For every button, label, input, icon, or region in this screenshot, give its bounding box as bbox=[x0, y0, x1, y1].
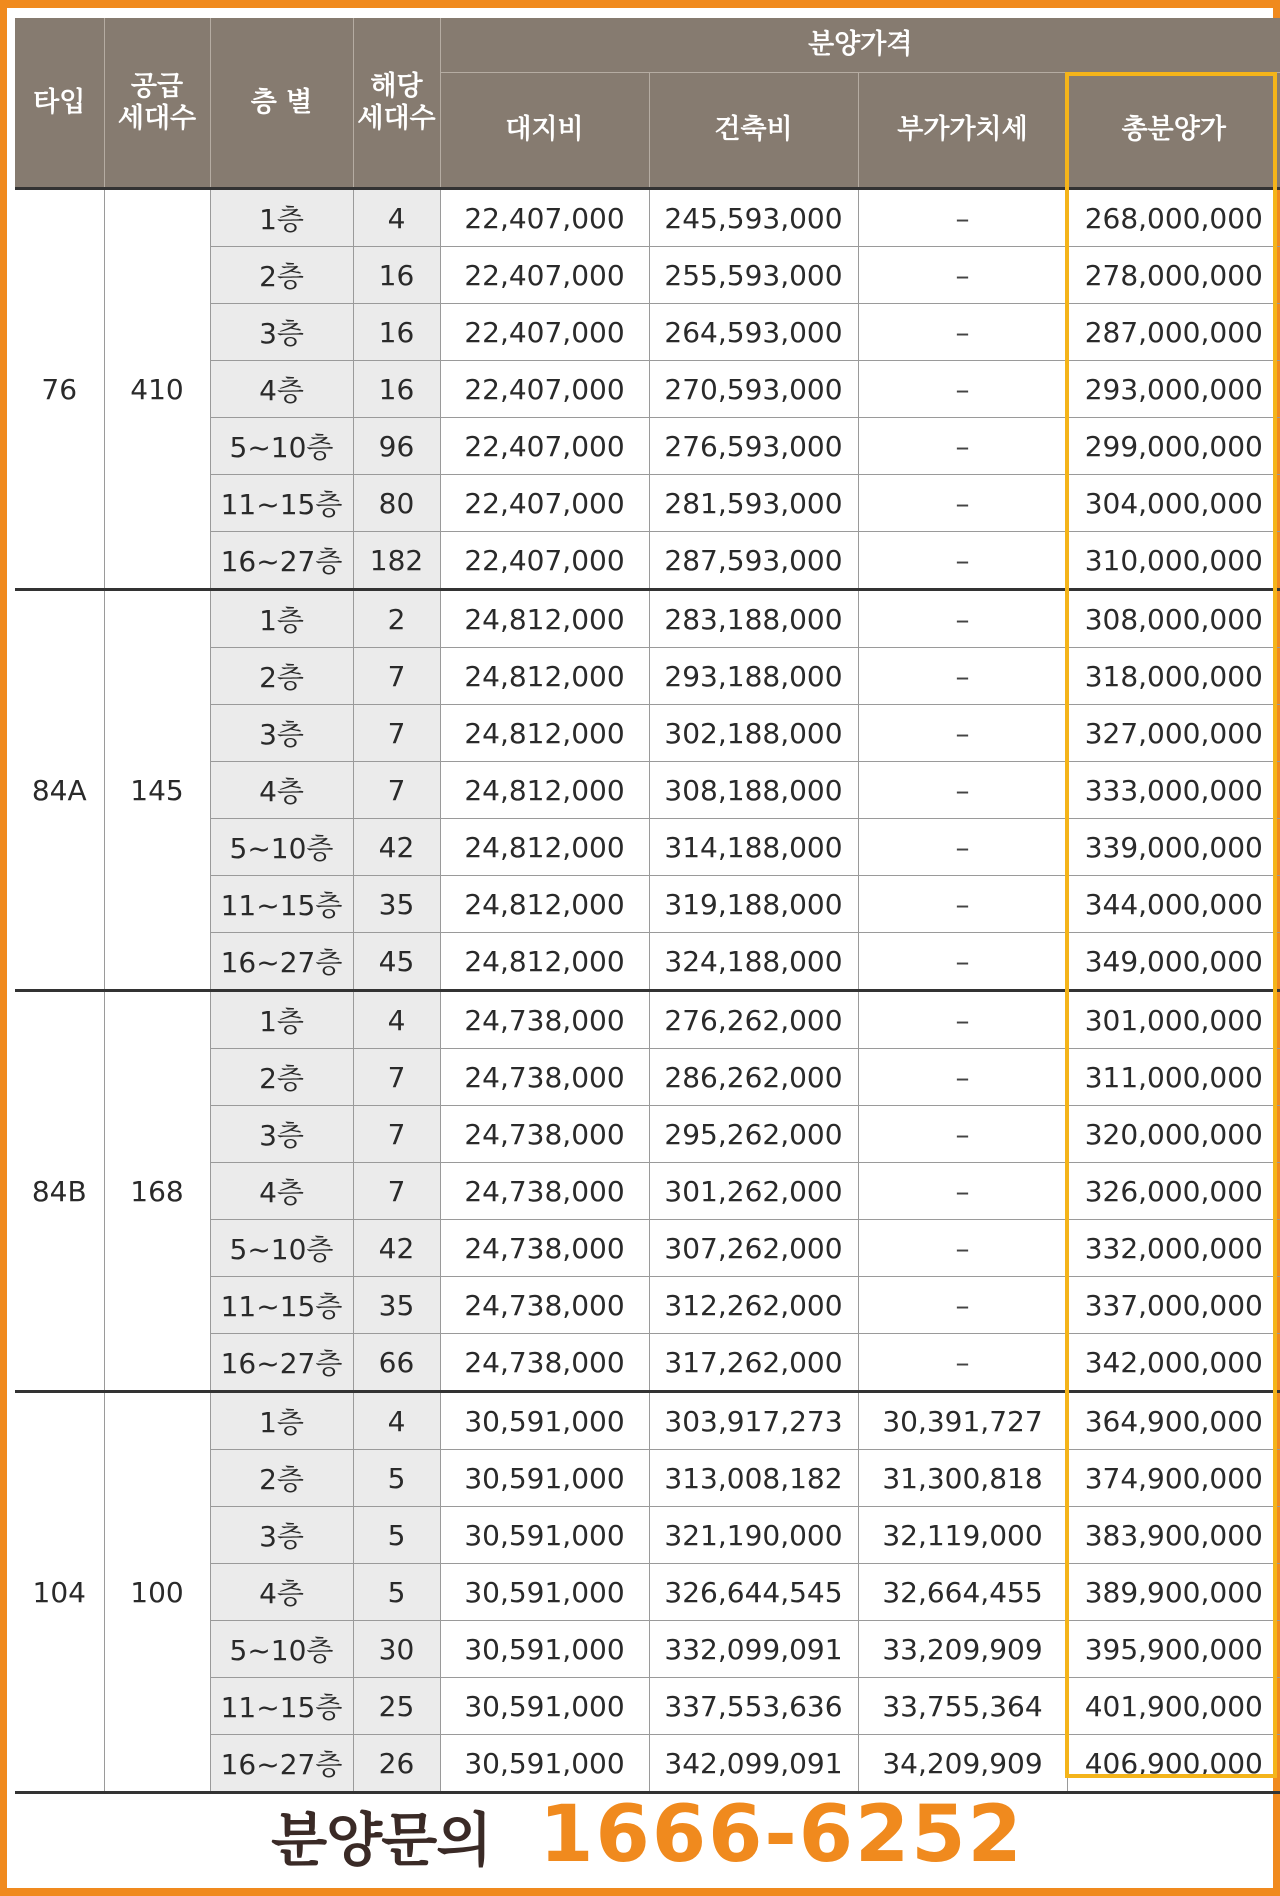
building-cost-cell: 326,644,545 bbox=[649, 1564, 858, 1621]
land-cost-cell: 24,738,000 bbox=[440, 1049, 649, 1106]
vat-cell: – bbox=[858, 991, 1067, 1049]
vat-cell: – bbox=[858, 819, 1067, 876]
footer-phone-number[interactable]: 1666-6252 bbox=[539, 1790, 1024, 1880]
price-table bbox=[15, 18, 1280, 1794]
land-cost-cell: 22,407,000 bbox=[440, 189, 649, 247]
header-floor: 층 별 bbox=[210, 18, 353, 189]
total-price-cell: 349,000,000 bbox=[1067, 933, 1280, 991]
type-cell: 76 bbox=[15, 189, 104, 590]
building-cost-cell: 324,188,000 bbox=[649, 933, 858, 991]
vat-cell: – bbox=[858, 648, 1067, 705]
header-total: 총분양가 bbox=[1067, 73, 1280, 189]
building-cost-cell: 287,593,000 bbox=[649, 532, 858, 590]
table-row bbox=[15, 991, 1280, 1049]
total-price-cell: 332,000,000 bbox=[1067, 1220, 1280, 1277]
land-cost-cell: 30,591,000 bbox=[440, 1392, 649, 1450]
building-cost-cell: 307,262,000 bbox=[649, 1220, 858, 1277]
header-supply-units: 공급 세대수 bbox=[104, 18, 210, 189]
building-cost-cell: 281,593,000 bbox=[649, 475, 858, 532]
units-cell: 4 bbox=[353, 1392, 440, 1450]
header-type: 타입 bbox=[15, 18, 104, 189]
type-cell: 84B bbox=[15, 991, 104, 1392]
total-price-cell: 344,000,000 bbox=[1067, 876, 1280, 933]
floor-cell: 4층 bbox=[210, 1163, 353, 1220]
total-price-cell: 374,900,000 bbox=[1067, 1450, 1280, 1507]
vat-cell: – bbox=[858, 762, 1067, 819]
land-cost-cell: 30,591,000 bbox=[440, 1507, 649, 1564]
building-cost-cell: 276,262,000 bbox=[649, 991, 858, 1049]
vat-cell: 32,664,455 bbox=[858, 1564, 1067, 1621]
land-cost-cell: 22,407,000 bbox=[440, 247, 649, 304]
vat-cell: – bbox=[858, 1334, 1067, 1392]
units-cell: 42 bbox=[353, 819, 440, 876]
floor-cell: 5~10층 bbox=[210, 1621, 353, 1678]
vat-cell: – bbox=[858, 247, 1067, 304]
total-price-cell: 364,900,000 bbox=[1067, 1392, 1280, 1450]
land-cost-cell: 22,407,000 bbox=[440, 418, 649, 475]
land-cost-cell: 24,812,000 bbox=[440, 590, 649, 648]
land-cost-cell: 24,812,000 bbox=[440, 933, 649, 991]
building-cost-cell: 308,188,000 bbox=[649, 762, 858, 819]
floor-cell: 5~10층 bbox=[210, 819, 353, 876]
units-cell: 16 bbox=[353, 361, 440, 418]
header-units: 해당 세대수 bbox=[353, 18, 440, 189]
land-cost-cell: 22,407,000 bbox=[440, 532, 649, 590]
building-cost-cell: 245,593,000 bbox=[649, 189, 858, 247]
units-cell: 66 bbox=[353, 1334, 440, 1392]
units-cell: 7 bbox=[353, 1163, 440, 1220]
vat-cell: 32,119,000 bbox=[858, 1507, 1067, 1564]
vat-cell: – bbox=[858, 475, 1067, 532]
floor-cell: 1층 bbox=[210, 590, 353, 648]
building-cost-cell: 286,262,000 bbox=[649, 1049, 858, 1106]
price-table-wrapper bbox=[15, 18, 1280, 1794]
floor-cell: 1층 bbox=[210, 991, 353, 1049]
floor-cell: 11~15층 bbox=[210, 1277, 353, 1334]
units-cell: 16 bbox=[353, 304, 440, 361]
floor-cell: 2층 bbox=[210, 648, 353, 705]
vat-cell: 34,209,909 bbox=[858, 1735, 1067, 1793]
units-cell: 7 bbox=[353, 762, 440, 819]
vat-cell: 33,209,909 bbox=[858, 1621, 1067, 1678]
building-cost-cell: 312,262,000 bbox=[649, 1277, 858, 1334]
building-cost-cell: 332,099,091 bbox=[649, 1621, 858, 1678]
total-price-cell: 320,000,000 bbox=[1067, 1106, 1280, 1163]
total-price-cell: 337,000,000 bbox=[1067, 1277, 1280, 1334]
table-row bbox=[15, 590, 1280, 648]
vat-cell: 33,755,364 bbox=[858, 1678, 1067, 1735]
land-cost-cell: 24,812,000 bbox=[440, 876, 649, 933]
building-cost-cell: 301,262,000 bbox=[649, 1163, 858, 1220]
total-price-cell: 327,000,000 bbox=[1067, 705, 1280, 762]
floor-cell: 16~27층 bbox=[210, 1334, 353, 1392]
building-cost-cell: 283,188,000 bbox=[649, 590, 858, 648]
units-cell: 35 bbox=[353, 876, 440, 933]
units-cell: 35 bbox=[353, 1277, 440, 1334]
total-price-cell: 318,000,000 bbox=[1067, 648, 1280, 705]
building-cost-cell: 264,593,000 bbox=[649, 304, 858, 361]
building-cost-cell: 342,099,091 bbox=[649, 1735, 858, 1793]
supply-units-cell: 100 bbox=[104, 1392, 210, 1793]
supply-units-cell: 410 bbox=[104, 189, 210, 590]
land-cost-cell: 24,738,000 bbox=[440, 1106, 649, 1163]
building-cost-cell: 276,593,000 bbox=[649, 418, 858, 475]
floor-cell: 4층 bbox=[210, 361, 353, 418]
land-cost-cell: 30,591,000 bbox=[440, 1678, 649, 1735]
type-cell: 84A bbox=[15, 590, 104, 991]
units-cell: 5 bbox=[353, 1507, 440, 1564]
land-cost-cell: 24,738,000 bbox=[440, 1277, 649, 1334]
total-price-cell: 383,900,000 bbox=[1067, 1507, 1280, 1564]
floor-cell: 11~15층 bbox=[210, 475, 353, 532]
land-cost-cell: 24,738,000 bbox=[440, 1163, 649, 1220]
land-cost-cell: 30,591,000 bbox=[440, 1621, 649, 1678]
vat-cell: – bbox=[858, 876, 1067, 933]
total-price-cell: 287,000,000 bbox=[1067, 304, 1280, 361]
total-price-cell: 268,000,000 bbox=[1067, 189, 1280, 247]
building-cost-cell: 303,917,273 bbox=[649, 1392, 858, 1450]
vat-cell: – bbox=[858, 1277, 1067, 1334]
table-header bbox=[15, 18, 1280, 189]
floor-cell: 3층 bbox=[210, 1507, 353, 1564]
vat-cell: – bbox=[858, 705, 1067, 762]
footer-label: 분양문의 bbox=[271, 1806, 492, 1874]
land-cost-cell: 24,738,000 bbox=[440, 991, 649, 1049]
vat-cell: – bbox=[858, 1106, 1067, 1163]
total-price-cell: 278,000,000 bbox=[1067, 247, 1280, 304]
units-cell: 7 bbox=[353, 705, 440, 762]
building-cost-cell: 295,262,000 bbox=[649, 1106, 858, 1163]
vat-cell: – bbox=[858, 532, 1067, 590]
units-cell: 25 bbox=[353, 1678, 440, 1735]
land-cost-cell: 24,812,000 bbox=[440, 762, 649, 819]
units-cell: 42 bbox=[353, 1220, 440, 1277]
units-cell: 7 bbox=[353, 648, 440, 705]
units-cell: 4 bbox=[353, 189, 440, 247]
total-price-cell: 293,000,000 bbox=[1067, 361, 1280, 418]
land-cost-cell: 22,407,000 bbox=[440, 361, 649, 418]
total-price-cell: 308,000,000 bbox=[1067, 590, 1280, 648]
building-cost-cell: 293,188,000 bbox=[649, 648, 858, 705]
building-cost-cell: 317,262,000 bbox=[649, 1334, 858, 1392]
header-land: 대지비 bbox=[440, 73, 649, 189]
table-row bbox=[15, 189, 1280, 247]
units-cell: 16 bbox=[353, 247, 440, 304]
total-price-cell: 342,000,000 bbox=[1067, 1334, 1280, 1392]
building-cost-cell: 314,188,000 bbox=[649, 819, 858, 876]
units-cell: 7 bbox=[353, 1049, 440, 1106]
floor-cell: 2층 bbox=[210, 1049, 353, 1106]
units-cell: 5 bbox=[353, 1450, 440, 1507]
header-building: 건축비 bbox=[649, 73, 858, 189]
vat-cell: – bbox=[858, 1049, 1067, 1106]
floor-cell: 16~27층 bbox=[210, 1735, 353, 1793]
units-cell: 5 bbox=[353, 1564, 440, 1621]
vat-cell: – bbox=[858, 189, 1067, 247]
total-price-cell: 395,900,000 bbox=[1067, 1621, 1280, 1678]
floor-cell: 5~10층 bbox=[210, 1220, 353, 1277]
vat-cell: – bbox=[858, 1163, 1067, 1220]
land-cost-cell: 24,812,000 bbox=[440, 819, 649, 876]
building-cost-cell: 302,188,000 bbox=[649, 705, 858, 762]
land-cost-cell: 24,738,000 bbox=[440, 1220, 649, 1277]
total-price-cell: 310,000,000 bbox=[1067, 532, 1280, 590]
floor-cell: 1층 bbox=[210, 189, 353, 247]
units-cell: 7 bbox=[353, 1106, 440, 1163]
land-cost-cell: 30,591,000 bbox=[440, 1564, 649, 1621]
floor-cell: 3층 bbox=[210, 1106, 353, 1163]
land-cost-cell: 24,738,000 bbox=[440, 1334, 649, 1392]
units-cell: 26 bbox=[353, 1735, 440, 1793]
land-cost-cell: 22,407,000 bbox=[440, 475, 649, 532]
building-cost-cell: 270,593,000 bbox=[649, 361, 858, 418]
vat-cell: – bbox=[858, 304, 1067, 361]
units-cell: 45 bbox=[353, 933, 440, 991]
total-price-cell: 406,900,000 bbox=[1067, 1735, 1280, 1793]
total-price-cell: 401,900,000 bbox=[1067, 1678, 1280, 1735]
units-cell: 2 bbox=[353, 590, 440, 648]
units-cell: 96 bbox=[353, 418, 440, 475]
total-price-cell: 299,000,000 bbox=[1067, 418, 1280, 475]
floor-cell: 2층 bbox=[210, 247, 353, 304]
floor-cell: 4층 bbox=[210, 1564, 353, 1621]
land-cost-cell: 22,407,000 bbox=[440, 304, 649, 361]
units-cell: 4 bbox=[353, 991, 440, 1049]
land-cost-cell: 24,812,000 bbox=[440, 705, 649, 762]
header-price-group: 분양가격 bbox=[440, 18, 1280, 73]
total-price-cell: 304,000,000 bbox=[1067, 475, 1280, 532]
vat-cell: – bbox=[858, 933, 1067, 991]
building-cost-cell: 319,188,000 bbox=[649, 876, 858, 933]
floor-cell: 5~10층 bbox=[210, 418, 353, 475]
floor-cell: 11~15층 bbox=[210, 876, 353, 933]
building-cost-cell: 321,190,000 bbox=[649, 1507, 858, 1564]
vat-cell: 30,391,727 bbox=[858, 1392, 1067, 1450]
vat-cell: – bbox=[858, 361, 1067, 418]
building-cost-cell: 337,553,636 bbox=[649, 1678, 858, 1735]
supply-units-cell: 168 bbox=[104, 991, 210, 1392]
floor-cell: 1층 bbox=[210, 1392, 353, 1450]
vat-cell: – bbox=[858, 590, 1067, 648]
total-price-cell: 389,900,000 bbox=[1067, 1564, 1280, 1621]
floor-cell: 2층 bbox=[210, 1450, 353, 1507]
floor-cell: 3층 bbox=[210, 705, 353, 762]
table-body bbox=[15, 189, 1280, 1793]
units-cell: 182 bbox=[353, 532, 440, 590]
floor-cell: 4층 bbox=[210, 762, 353, 819]
vat-cell: – bbox=[858, 418, 1067, 475]
footer-contact bbox=[15, 1780, 1280, 1890]
supply-units-cell: 145 bbox=[104, 590, 210, 991]
floor-cell: 16~27층 bbox=[210, 532, 353, 590]
building-cost-cell: 313,008,182 bbox=[649, 1450, 858, 1507]
units-cell: 80 bbox=[353, 475, 440, 532]
total-price-cell: 339,000,000 bbox=[1067, 819, 1280, 876]
total-price-cell: 333,000,000 bbox=[1067, 762, 1280, 819]
units-cell: 30 bbox=[353, 1621, 440, 1678]
table-row bbox=[15, 1392, 1280, 1450]
header-vat: 부가가치세 bbox=[858, 73, 1067, 189]
total-price-cell: 301,000,000 bbox=[1067, 991, 1280, 1049]
vat-cell: 31,300,818 bbox=[858, 1450, 1067, 1507]
building-cost-cell: 255,593,000 bbox=[649, 247, 858, 304]
total-price-cell: 326,000,000 bbox=[1067, 1163, 1280, 1220]
land-cost-cell: 30,591,000 bbox=[440, 1450, 649, 1507]
total-price-cell: 311,000,000 bbox=[1067, 1049, 1280, 1106]
land-cost-cell: 30,591,000 bbox=[440, 1735, 649, 1793]
floor-cell: 11~15층 bbox=[210, 1678, 353, 1735]
land-cost-cell: 24,812,000 bbox=[440, 648, 649, 705]
floor-cell: 16~27층 bbox=[210, 933, 353, 991]
type-cell: 104 bbox=[15, 1392, 104, 1793]
floor-cell: 3층 bbox=[210, 304, 353, 361]
vat-cell: – bbox=[858, 1220, 1067, 1277]
